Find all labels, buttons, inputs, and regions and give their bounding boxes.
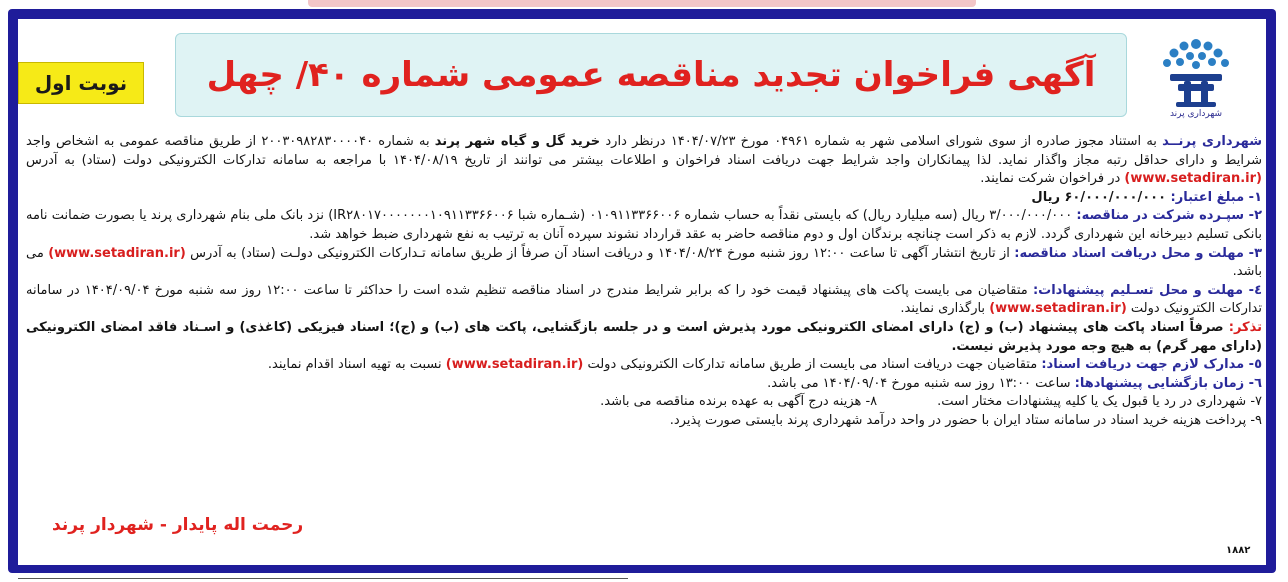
item-6-text: ساعت ۱۳:۰۰ روز سه شنبه مورخ ۱۴۰۴/۰۹/۰۴ می باشد. [767, 375, 1075, 391]
item-3 [26, 245, 1262, 282]
item-6-label: ٦- زمان بازگشایی پیشنهادها: [1074, 375, 1262, 391]
item-1-text: ۶۰/۰۰۰/۰۰۰/۰۰۰ ریال [1031, 189, 1171, 205]
item-5 [26, 356, 1262, 375]
item-8-text: ۸- هزینه درج آگهی به عهده برنده مناقصه می باشد. [600, 394, 878, 410]
item-7-8 [26, 393, 1262, 412]
note [26, 319, 1262, 356]
intro-lead: شهرداری پرنــد [1162, 134, 1262, 149]
item-5-text: متقاضیان جهت دریافت اسناد می بایست از طریق سامانه تدارکات الکترونیکی دولت [583, 357, 1042, 373]
item-9 [26, 412, 1262, 431]
item-4-text: متقاضیان می بایست پاکت های پیشنهاد قیمت خود را که برابر شرایط مندرج در اسناد مناقصه تنظیم شده است را حداکثر تا ساعت ۱۲:۰۰ روز سه شنبه مورخ ۱۴۰۴/۰۹/۰۴ در سامانه تدارکات الکترونیک دولت [26, 282, 1262, 317]
item-9-text: ۹- پرداخت هزینه خرید اسناد در سامانه ستاد ایران با حضور در واحد درآمد شهرداری پرند بایستی صورت پذیرد. [669, 412, 1262, 428]
ad-title: آگهی فراخوان تجدید مناقصه عمومی شماره ۴۰/ چهل [206, 55, 1096, 95]
item-3-label: ۳- مهلت و محل دریافت اسناد مناقصه: [1014, 245, 1262, 261]
item-5-url: (www.setadiran.ir) [445, 357, 584, 373]
note-text: صرفاً اسناد پاکت های پیشنهاد (ب) و (ج) دارای امضای الکترونیکی مورد پذیرش است و در جلسه بازگشایی، پاکت های (ب) و (ج)؛ اسناد فیزیکی (کاغذی) و اسـناد فاقد امضای الکترونیکی (دارای مهر گرم) به هیچ وجه مورد پذیرش نیست. [26, 319, 1262, 354]
round-badge: نوبت اول [18, 62, 144, 104]
logo-caption: شهرداری پرند [1169, 109, 1223, 119]
title-banner [175, 33, 1127, 117]
item-6 [26, 375, 1262, 394]
intro-subject: خرید گل و گیاه شهر پرند [434, 134, 601, 149]
item-4-text-2: بارگذاری نمایند. [900, 301, 990, 317]
item-3-text: از تاریخ انتشار آگهی تا ساعت ۱۲:۰۰ روز شنبه مورخ ۱۴۰۴/۰۸/۲۴ و دریافت اسناد آن صرفاً از طریق سامانه تـدارکات الکترونیکی دولـت (ستاد) به آدرس [185, 245, 1015, 261]
item-5-text-2: نسبت به تهیه اسناد اقدام نمایند. [267, 357, 446, 373]
note-label: تذکر: [1228, 319, 1262, 335]
item-4-label: ٤- مهلت و محل تسـلیم پیشنهادات: [1032, 282, 1262, 298]
item-5-label: ٥- مدارک لازم جهت دریافت اسناد: [1041, 357, 1262, 373]
intro-paragraph [26, 133, 1262, 189]
item-2-label: ۲- سپـرده شرکت در مناقصه: [1076, 208, 1262, 224]
item-2 [26, 207, 1262, 244]
intro-text: به استناد مجوز صادره از سوی شورای اسلامی شهر به شماره ۰۴۹۶۱ مورخ ۱۴۰۴/۰۷/۲۳ درنظر دارد [600, 134, 1163, 149]
intro-url: (www.setadiran.ir) [1124, 171, 1262, 187]
item-7-text: ۷- شهرداری در رد یا قبول یک یا کلیه پیشنهادات مختار است. [937, 394, 1262, 410]
item-3-url: (www.setadiran.ir) [48, 245, 186, 261]
item-3-text-2: می باشد. [26, 245, 1262, 280]
item-1-label: ۱- مبلغ اعتبار: [1170, 189, 1262, 205]
bottom-rule [18, 578, 628, 579]
intro-text-3: در فراخوان شرکت نمایند. [980, 171, 1125, 187]
item-2-text: ۳/۰۰۰/۰۰۰/۰۰۰ ریال (سه میلیارد ریال) که بایستی نقداً به حساب شماره ۰۱۰۹۱۱۳۳۶۶۰۰۶ (شـماره شبا IR۲۸۰۱۷۰۰۰۰۰۰۰۱۰۹۱۱۳۳۶۶۰۰۶) نزد بانک ملی بنام شهرداری پرند یا بصورت ضمانت نامه بانکی تسلیم دبیرخانه این شهرداری گردد. لازم به ذکر است چنانچه برندگان اول و دوم مناقصه حاضر به عقد قرارداد نشوند سپرده آنان به ترتیب به نفع شهرداری ضبط خواهد شد. [26, 208, 1262, 242]
top-tab [308, 0, 976, 7]
ad-body [26, 133, 1262, 431]
item-4-url: (www.setadiran.ir) [989, 301, 1127, 317]
intro-text-2: به شماره ۲۰۰۳۰۹۸۲۸۳۰۰۰۰۴۰ از طریق مناقصه عمومی به اشخاص واجد شرایط و دارای حداقل رتبه مجاز واگذار نماید. لذا پیمانکاران واجد شرایط جهت دریافت اسناد فراخوان و اطلاعات بیشتر می توانند از تاریخ ۱۴۰۴/۰۸/۱۹ با مراجعه به سامانه تدارکات الکترونیکی دولت (ستاد) به آدرس [26, 134, 1262, 168]
ad-code: ۱۸۸۲ [1226, 545, 1251, 556]
item-4 [26, 282, 1262, 319]
signature: رحمت اله پایدار - شهردار پرند [52, 515, 304, 535]
item-1 [26, 189, 1262, 208]
